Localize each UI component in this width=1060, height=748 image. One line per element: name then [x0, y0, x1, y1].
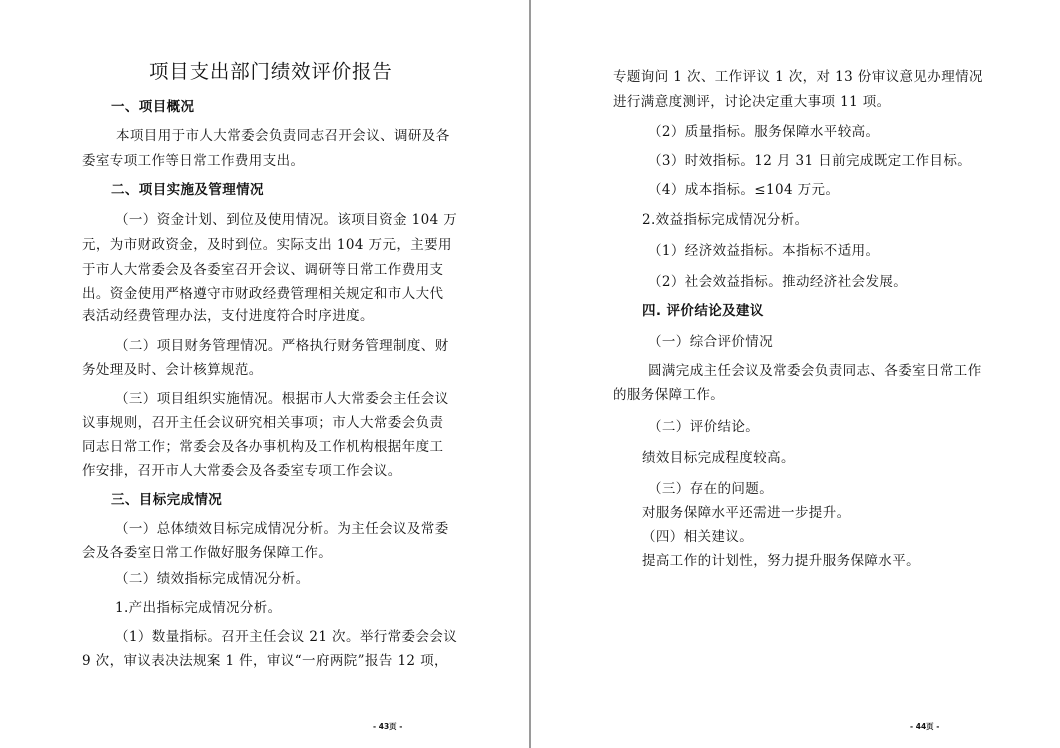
paragraph-line: 本项目用于市人大常委会负责同志召开会议、调研及各	[116, 128, 450, 144]
paragraph-line: （三）存在的问题。	[648, 481, 774, 497]
heading-4: 四. 评价结论及建议	[642, 303, 764, 319]
paragraph-line: 出。资金使用严格遵守市财政经费管理相关规定和市人大代	[82, 286, 444, 302]
paragraph-line: 的服务保障工作。	[613, 387, 725, 403]
paragraph-line: 圆满完成主任会议及常委会负责同志、各委室日常工作	[648, 363, 982, 379]
heading-1: 一、项目概况	[111, 99, 195, 115]
paragraph-line: 专题询问 1 次、工作评议 1 次，对 13 份审议意见办理情况	[613, 69, 983, 85]
paragraph-line: 委室专项工作等日常工作费用支出。	[82, 153, 305, 169]
paragraph-line: 2.效益指标完成情况分析。	[642, 212, 809, 228]
paragraph-line: 表活动经费管理办法，支付进度符合时序进度。	[82, 308, 374, 324]
paragraph-line: （2）社会效益指标。推动经济社会发展。	[648, 274, 908, 290]
paragraph-line: （2）质量指标。服务保障水平较高。	[648, 124, 880, 140]
paragraph-line: （3）时效指标。12 月 31 日前完成既定工作目标。	[648, 153, 972, 169]
paragraph-line: 1.产出指标完成情况分析。	[115, 600, 282, 616]
paragraph-line: （二）项目财务管理情况。严格执行财务管理制度、财	[115, 338, 449, 354]
paragraph-line: （二）评价结论。	[648, 419, 760, 435]
paragraph-line: 9 次，审议表决法规案 1 件，审议“一府两院”报告 12 项，	[82, 653, 448, 669]
paragraph-line: （4）成本指标。≤104 万元。	[648, 182, 840, 198]
paragraph-line: （1）经济效益指标。本指标不适用。	[648, 243, 880, 259]
paragraph-line: 对服务保障水平还需进一步提升。	[642, 505, 851, 521]
page-44	[531, 0, 1060, 748]
paragraph-line: 会及各委室日常工作做好服务保障工作。	[82, 545, 333, 561]
paragraph-line: （1）数量指标。召开主任会议 21 次。举行常委会会议	[115, 629, 458, 645]
paragraph-line: 绩效目标完成程度较高。	[642, 450, 795, 466]
paragraph-line: （四）相关建议。	[642, 529, 754, 545]
paragraph-line: 于市人大常委会及各委室召开会议、调研等日常工作费用支	[82, 262, 444, 278]
heading-2: 二、项目实施及管理情况	[111, 182, 264, 198]
paragraph-line: 议事规则，召开主任会议研究相关事项；市人大常委会负责	[82, 415, 444, 431]
paragraph-line: 进行满意度测评，讨论决定重大事项 11 项。	[613, 94, 891, 110]
paragraph-line: （一）总体绩效目标完成情况分析。为主任会议及常委	[115, 521, 449, 537]
page-number: - 44页 -	[910, 722, 940, 731]
paragraph-line: 元，为市财政资金，及时到位。实际支出 104 万元，主要用	[82, 237, 452, 253]
heading-3: 三、目标完成情况	[111, 492, 223, 508]
page-number: - 43页 -	[373, 722, 403, 731]
paragraph-line: （一）资金计划、到位及使用情况。该项目资金 104 万	[115, 212, 458, 228]
paragraph-line: 务处理及时、会计核算规范。	[82, 362, 263, 378]
paragraph-line: （一）综合评价情况	[648, 334, 774, 350]
paragraph-line: 提高工作的计划性，努力提升服务保障水平。	[642, 553, 920, 569]
report-title: 项目支出部门绩效评价报告	[149, 60, 393, 83]
paragraph-line: 同志日常工作；常委会及各办事机构及工作机构根据年度工	[82, 439, 444, 455]
paragraph-line: （二）绩效指标完成情况分析。	[115, 571, 310, 587]
paragraph-line: 作安排，召开市人大常委会及各委室专项工作会议。	[82, 463, 402, 479]
paragraph-line: （三）项目组织实施情况。根据市人大常委会主任会议	[115, 391, 449, 407]
